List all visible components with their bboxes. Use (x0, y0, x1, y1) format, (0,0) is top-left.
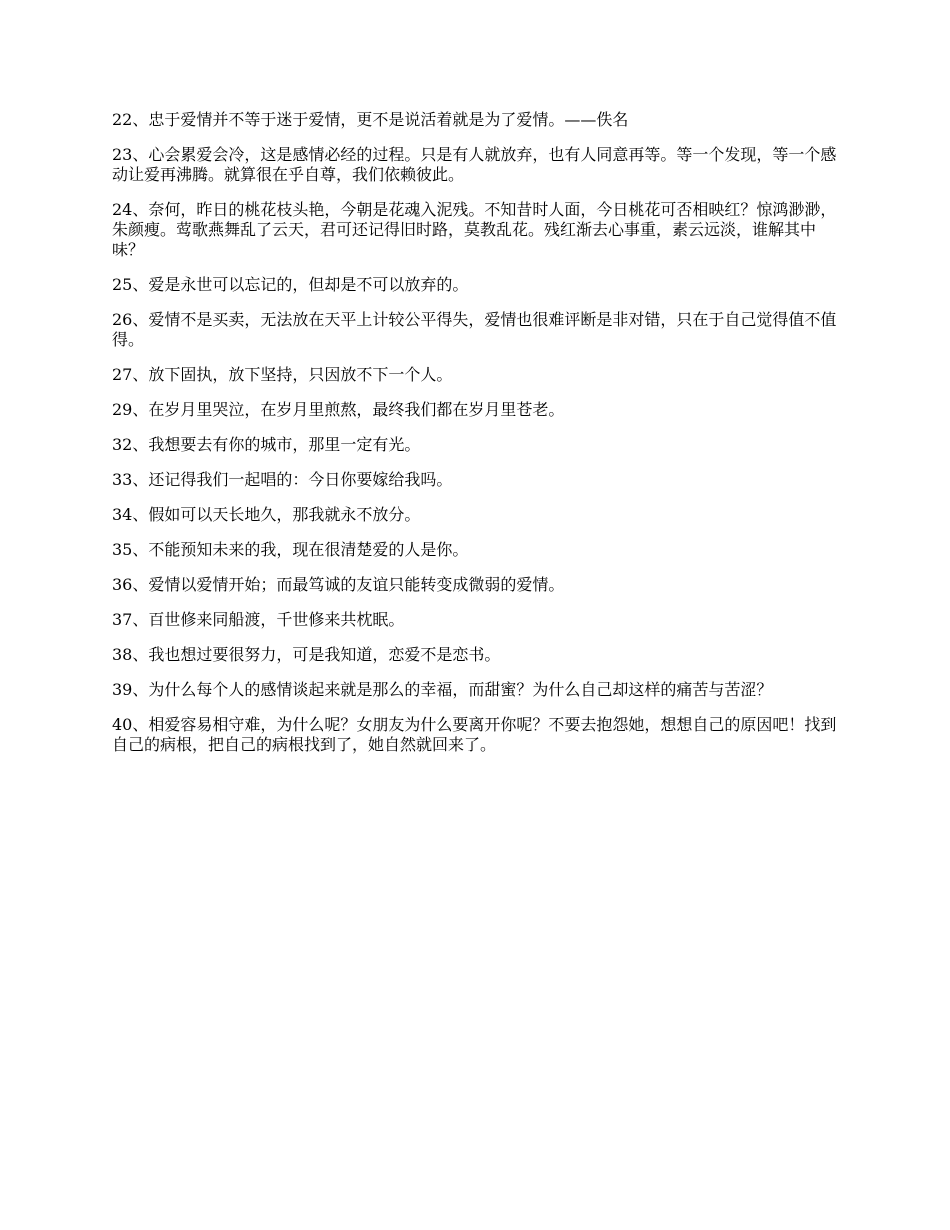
quote-item-26: 26、爱情不是买卖，无法放在天平上计较公平得失，爱情也很难评断是非对错，只在于自己觉得值不值得。 (112, 310, 837, 349)
quote-item-29: 29、在岁月里哭泣，在岁月里煎熬，最终我们都在岁月里苍老。 (112, 400, 565, 419)
quote-item-39: 39、为什么每个人的感情谈起来就是那么的幸福，而甜蜜？为什么自己却这样的痛苦与苦涩？ (112, 680, 773, 699)
quote-item-27: 27、放下固执，放下坚持，只因放不下一个人。 (112, 365, 453, 384)
quote-item-40: 40、相爱容易相守难，为什么呢？女朋友为什么要离开你呢？不要去抱怨她，想想自己的原因吧！找到自己的病根，把自己的病根找到了，她自然就回来了。 (112, 715, 837, 754)
quote-item-32: 32、我想要去有你的城市，那里一定有光。 (112, 435, 421, 454)
quote-item-36: 36、爱情以爱情开始；而最笃诚的友谊只能转变成微弱的爱情。 (112, 575, 565, 594)
quote-item-35: 35、不能预知未来的我，现在很清楚爱的人是你。 (112, 540, 469, 559)
quote-item-38: 38、我也想过要很努力，可是我知道，恋爱不是恋书。 (112, 645, 501, 664)
quote-item-23: 23、心会累爱会冷，这是感情必经的过程。只是有人就放弃，也有人同意再等。等一个发现，等一个感动让爱再沸腾。就算很在乎自尊，我们依赖彼此。 (112, 145, 837, 184)
quote-list (112, 110, 842, 770)
quote-item-25: 25、爱是永世可以忘记的，但却是不可以放弃的。 (112, 275, 469, 294)
quote-item-22: 22、忠于爱情并不等于迷于爱情，更不是说活着就是为了爱情。——佚名 (112, 110, 629, 129)
quote-item-24: 24、奈何，昨日的桃花枝头艳，今朝是花魂入泥残。不知昔时人面，今日桃花可否相映红？惊鸿渺渺，朱颜瘦。莺歌燕舞乱了云天，君可还记得旧时路，莫教乱花。残红渐去心事重，素云远淡，谁解其中味？ (112, 200, 837, 259)
quote-item-33: 33、还记得我们一起唱的：今日你要嫁给我吗。 (112, 470, 453, 489)
quote-item-34: 34、假如可以天长地久，那我就永不放分。 (112, 505, 421, 524)
quote-item-37: 37、百世修来同船渡，千世修来共枕眠。 (112, 610, 405, 629)
